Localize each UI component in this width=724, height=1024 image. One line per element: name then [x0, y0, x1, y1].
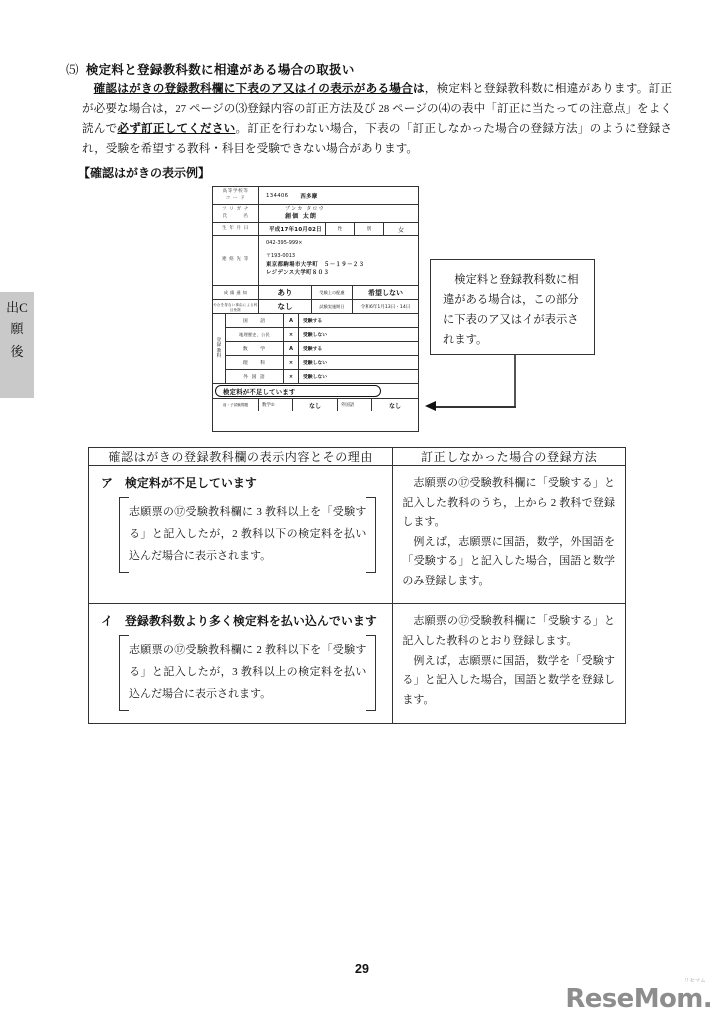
callout-leader-vertical — [514, 355, 516, 408]
subject-mark: A — [284, 342, 299, 355]
subject-mark: × — [284, 328, 299, 341]
subject-row — [226, 342, 418, 356]
side-tab-chapter-marker — [0, 292, 34, 398]
postcard-row-contact — [213, 236, 418, 286]
contact-postal: 〒193-0013 — [266, 253, 296, 260]
subject-status: 受験しない — [303, 375, 327, 380]
contact-label: 連 絡 先 等 — [213, 236, 259, 285]
case-title — [89, 466, 392, 493]
partial-exemption-value: なし — [259, 300, 312, 313]
table-row — [89, 466, 626, 604]
result-notice-label: 成 績 通 知 — [213, 286, 259, 299]
callout-arrow-icon — [425, 401, 436, 411]
callout-box — [430, 259, 595, 355]
case-mark: イ — [101, 614, 113, 629]
subject-mark: × — [284, 370, 299, 383]
case-reason-bracket — [119, 497, 376, 571]
callout-leader-horizontal — [435, 406, 516, 408]
section-body — [82, 79, 672, 159]
name-kana-value: ブンカ タロウ — [285, 205, 325, 212]
school-name-value: 西多摩 — [300, 193, 318, 200]
side-tab-char-2: 願 — [10, 321, 24, 337]
subject-status: 受験する — [303, 347, 323, 352]
name-label: フ リ ガ ナ 氏 名 — [213, 205, 259, 222]
postcard-footer-value-1: なし — [293, 399, 338, 411]
side-tab-row-first — [6, 298, 28, 318]
table-header-row — [89, 448, 626, 466]
case-registration-paragraph: 例えば，志願票に国語，数学，外国語を「受験する」と記入した場合，国語と数学のみ登録します。 — [402, 535, 615, 587]
postcard-footer-row — [213, 399, 418, 411]
case-reason-text: 志願票の⑰受験教科欄に 2 教科以下を「受験する」と記入したが，3 教科以上の検定料を払い込んだ場合に表示されます。 — [129, 644, 367, 701]
case-reason-cell — [89, 466, 393, 604]
subject-name: 国 語 — [226, 314, 284, 327]
postcard-footer-field-1: 数学② — [259, 399, 293, 411]
postcard-footer-value-2: なし — [388, 402, 401, 410]
consideration-value: 希望しない — [368, 288, 403, 297]
side-tab-marker-letter: C — [19, 300, 28, 315]
postcard-footer-label: 前・子試験問題 — [213, 399, 259, 411]
watermark — [565, 980, 712, 1014]
subject-name: 数 学 — [226, 342, 284, 355]
table-header-right: 訂正しなかった場合の登録方法 — [393, 448, 626, 466]
subject-row — [226, 328, 418, 342]
exam-date-value: 令和6年1月13日・14日 — [360, 304, 411, 310]
postcard-subject-block — [213, 314, 418, 384]
table-header-left: 確認はがきの登録教科欄の表示内容とその理由 — [89, 448, 393, 466]
contact-address-1: 東京都駒場市大学町 ５－１９－２３ — [266, 261, 365, 268]
result-notice-value: あり — [259, 286, 312, 299]
registration-cases-table — [88, 447, 626, 724]
watermark-logo — [565, 978, 712, 1014]
school-code-cell — [259, 187, 418, 204]
subject-mark: × — [284, 356, 299, 369]
case-registration-paragraph: 例えば，志願票に国語，数学を「受験する」と記入した場合，国語と数学を登録します。 — [402, 654, 615, 706]
sex-label: 性 — [325, 223, 354, 235]
watermark-text: ReseMom. — [565, 984, 712, 1014]
postcard-footer-field-2: 外国語 — [338, 399, 372, 411]
name-cell — [259, 205, 325, 222]
subject-status: 受験する — [303, 319, 323, 324]
dob-label: 生 年 月 日 — [213, 223, 259, 235]
case-registration-body — [393, 604, 625, 722]
postcard-row-school-code — [213, 187, 418, 205]
subject-name: 地理歴史，公民 — [226, 328, 284, 341]
name-kanji-value: 創価 太朗 — [285, 212, 318, 220]
partial-exemption-label: やむを得ない事由による科目免除 — [213, 300, 259, 313]
alert-message: 検定料が不足しています — [223, 388, 296, 396]
confirmation-postcard-sample — [212, 186, 419, 432]
case-title-text: 検定料が不足しています — [125, 476, 257, 490]
example-label: 【確認はがきの表示例】 — [78, 166, 211, 180]
case-registration-cell — [393, 466, 626, 604]
postcard-row-exemption — [213, 300, 418, 314]
subject-row — [226, 356, 418, 370]
contact-phone: 042-395-999× — [266, 240, 303, 246]
dob-value: 平成17年10月02日 — [269, 227, 322, 233]
postcard-row-name — [213, 205, 418, 223]
section-number: ⑸ — [66, 63, 79, 77]
case-reason-bracket — [119, 635, 376, 709]
subject-name: 理 科 — [226, 356, 284, 369]
postcard-row-result-notice — [213, 286, 418, 300]
postcard-row-dob — [213, 223, 418, 236]
case-mark: ア — [101, 476, 113, 490]
case-registration-paragraph: 志願票の⑰受験教科欄に「受験する」と記入した教科のとおり登録します。 — [402, 615, 615, 648]
case-title — [89, 604, 392, 631]
school-code-label: 高等学校等 コ ー ド — [213, 187, 259, 204]
consideration-label: 受験上の配慮 — [312, 286, 353, 299]
subject-status: 受験しない — [303, 333, 327, 338]
subject-row — [226, 370, 418, 383]
watermark-ruby: リセマム — [684, 978, 706, 984]
case-registration-cell — [393, 604, 626, 724]
subject-rows — [226, 314, 418, 383]
contact-cell — [259, 236, 418, 285]
subject-name: 外 国 語 — [226, 370, 284, 383]
callout-text: 検定料と登録教科数に相違がある場合は，この部分に下表のア又はイが表示されます。 — [443, 274, 579, 347]
subject-status: 受験しない — [303, 361, 327, 366]
section-heading-text: 検定料と登録教科数に相違がある場合の取扱い — [85, 63, 355, 77]
school-code-value: 134406 — [266, 192, 289, 199]
table-row — [89, 604, 626, 724]
case-registration-body — [393, 466, 625, 603]
exam-date-label: 試験実施期日 — [312, 300, 353, 313]
case-reason-cell — [89, 604, 393, 724]
subject-mark: A — [284, 314, 299, 327]
side-tab-char-3: 後 — [10, 343, 24, 359]
page-number: 29 — [355, 962, 369, 976]
postcard-alert-row — [213, 384, 418, 399]
sex-value: 女 — [383, 223, 418, 235]
contact-address-2: レジデンス大学町８０３ — [266, 270, 330, 277]
section-heading — [66, 60, 355, 78]
case-title-text: 登録教科数より多く検定料を払い込んでいます — [125, 614, 377, 629]
subject-side-label: 登 録 教 科 — [213, 314, 226, 383]
case-reason-text: 志願票の⑰受験教科欄に 3 教科以上を「受験する」と記入したが，2 教科以下の検定料を払い込んだ場合に表示されます。 — [129, 506, 367, 562]
subject-row — [226, 314, 418, 328]
section-body-paragraph: 確認はがきの登録教科欄に下表のア又はイの表示がある場合は，検定料と登録教科数に相違があります。訂正が必要な場合は，27 ページの⑶登録内容の訂正方法及び 28 ページの⑷の表中「訂正に当たっての注意点」をよく読んで必ず訂正してください。訂正を行わない場合，下表の「訂正しなかった場合の登録方法」のように登録され，受験を希望する教科・科目を受験できない場合があります。 — [82, 82, 672, 156]
sex-label-2: 別 — [354, 223, 383, 235]
side-tab-char-1: 出 — [6, 300, 20, 315]
case-registration-paragraph: 志願票の⑰受験教科欄に「受験する」と記入した教科のうち，上から 2 教科で登録します。 — [402, 477, 615, 529]
